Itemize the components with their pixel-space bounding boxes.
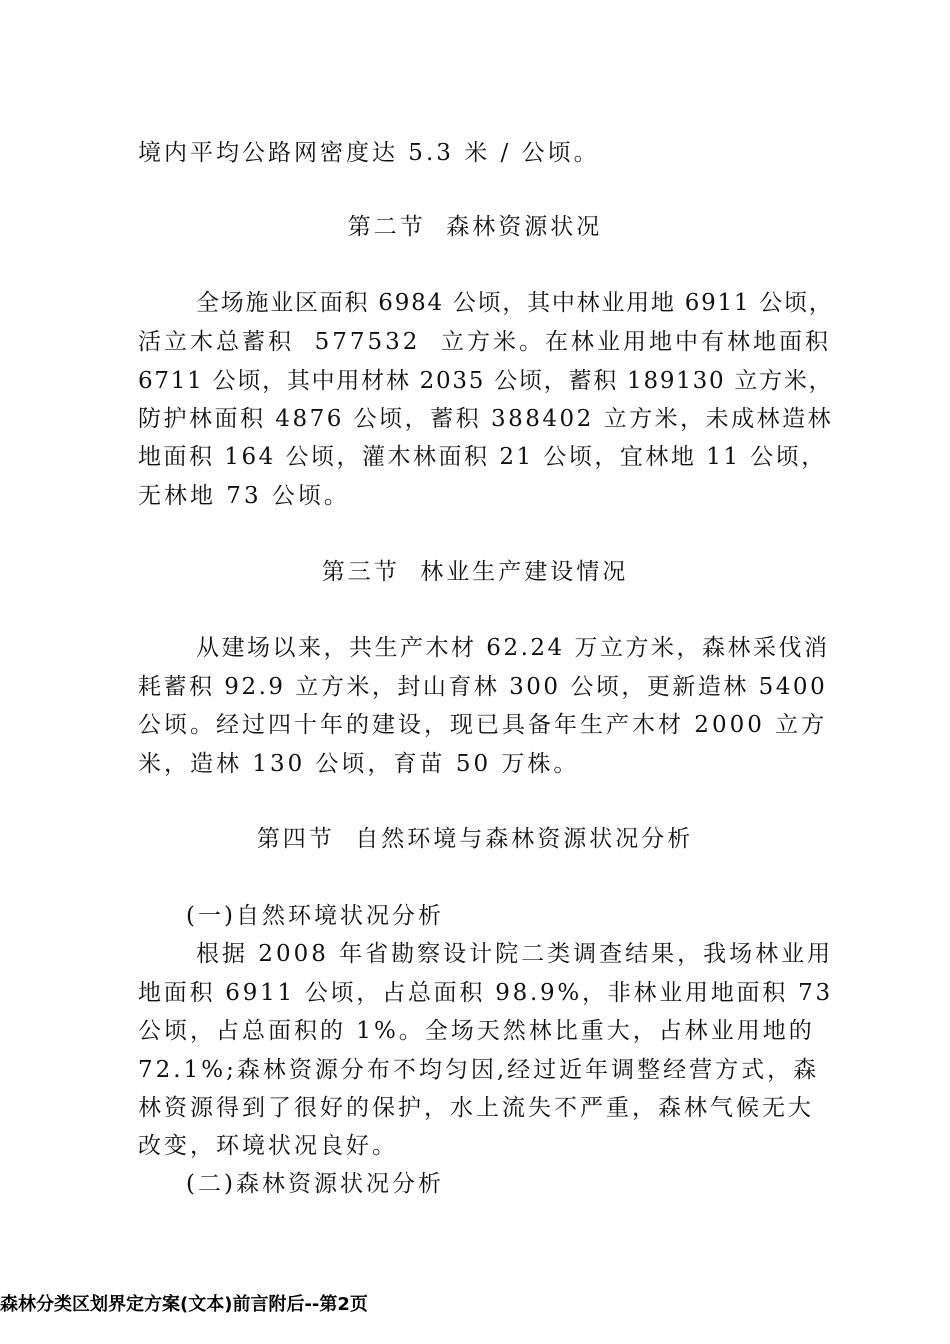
- paragraph-line: 境内平均公路网密度达 5.3 米 / 公顷。: [138, 140, 600, 166]
- paragraph-line: 林资源得到了很好的保护，水上流失不严重，森林气候无大: [138, 1095, 814, 1121]
- paragraph-line: 米，造林 130 公顷，育苗 50 万株。: [138, 751, 580, 777]
- paragraph-line: 耗蓄积 92.9 立方米，封山育林 300 公顷，更新造林 5400: [138, 674, 828, 700]
- paragraph-line: 地面积 164 公顷，灌木林面积 21 公顷，宜林地 11 公顷，: [138, 444, 827, 470]
- page-footer: 森林分类区划界定方案(文本)前言附后--第2页: [0, 1294, 368, 1315]
- paragraph-line: 6711 公顷，其中用材林 2035 公顷，蓄积 189130 立方米，: [138, 368, 834, 394]
- paragraph-line: 地面积 6911 公顷，占总面积 98.9%，非林业用地面积 73: [138, 980, 833, 1006]
- paragraph-line: 无林地 73 公顷。: [138, 483, 350, 509]
- section-heading: 第二节 森林资源状况: [347, 214, 603, 240]
- paragraph-line: 防护林面积 4876 公顷，蓄积 388402 立方米，未成林造林: [138, 406, 834, 432]
- paragraph-line: 全场施业区面积 6984 公顷，其中林业用地 6911 公顷，: [196, 290, 834, 316]
- paragraph-line: 改变，环境状况良好。: [138, 1133, 398, 1159]
- subsection-heading: (二)森林资源状况分析: [186, 1171, 444, 1197]
- section-heading: 第三节 林业生产建设情况: [321, 559, 629, 585]
- paragraph-line: 公顷，占总面积的 1%。全场天然林比重大，占林业用地的: [138, 1018, 815, 1044]
- subsection-heading: (一)自然环境状况分析: [186, 903, 444, 929]
- paragraph-line: 公顷。经过四十年的建设，现已具备年生产木材 2000 立方: [138, 712, 828, 738]
- paragraph-line: 根据 2008 年省勘察设计院二类调查结果，我场林业用: [196, 941, 834, 967]
- paragraph-line: 活立木总蓄积 577532 立方米。在林业用地中有林地面积: [138, 329, 832, 355]
- section-heading: 第四节 自然环境与森林资源状况分析: [256, 826, 694, 852]
- paragraph-line: 72.1%;森林资源分布不均匀因,经过近年调整经营方式，森: [138, 1057, 820, 1083]
- paragraph-line: 从建场以来，共生产木材 62.24 万立方米，森林采伐消: [196, 635, 830, 661]
